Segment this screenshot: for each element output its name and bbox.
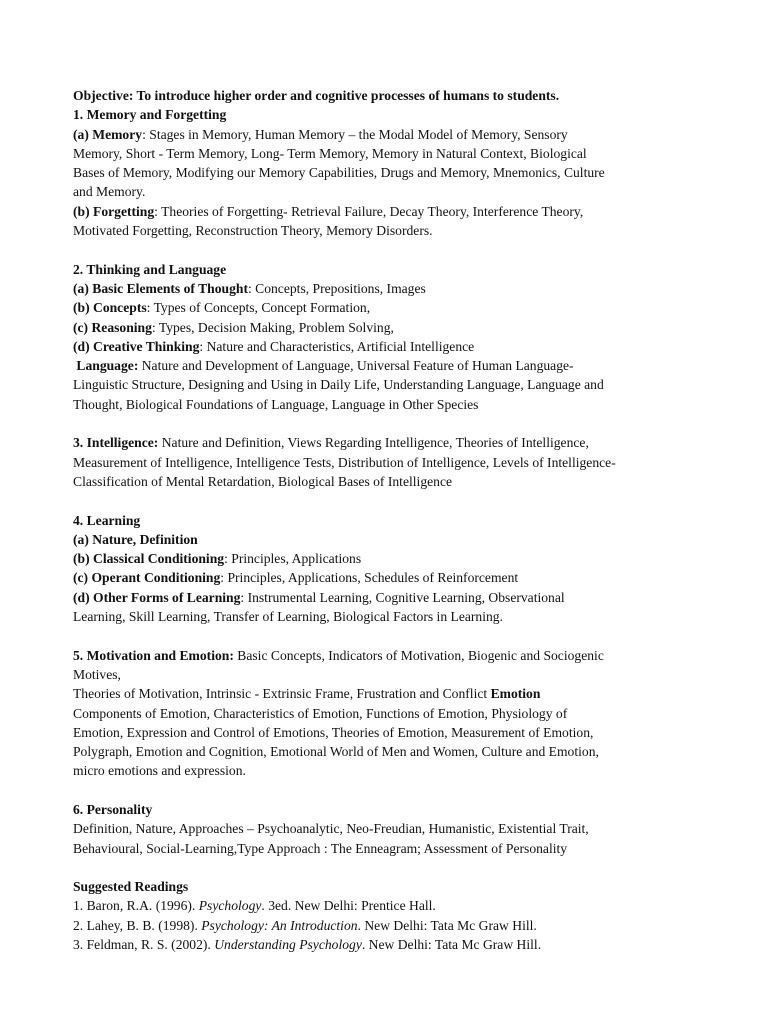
section-2b-line: (b) Concepts: Types of Concepts, Concept Formation,: [73, 300, 371, 316]
objective-line: [73, 86, 705, 105]
syllabus-document: [73, 86, 705, 954]
section-4d-line-1: (d) Other Forms of Learning: Instrumental Learning, Cognitive Learning, Observational: [73, 589, 565, 605]
language-line-2: Linguistic Structure, Designing and Using in Daily Life, Understanding Language, Language and: [73, 377, 604, 393]
section-1a-line-1: (a) Memory: Stages in Memory, Human Memory – the Modal Model of Memory, Sensory: [73, 126, 568, 142]
section-2d-line: (d) Creative Thinking: Nature and Characteristics, Artificial Intelligence: [73, 338, 475, 354]
spacer: [73, 491, 705, 510]
spacer: [73, 414, 705, 433]
section-5-line-1: 5. Motivation and Emotion: Basic Concepts, Indicators of Motivation, Biogenic and Sociogenic: [73, 647, 604, 663]
section-5-line-3: Theories of Motivation, Intrinsic - Extrinsic Frame, Frustration and Conflict Emotion: [73, 686, 541, 702]
section-4b-line: (b) Classical Conditioning: Principles, Applications: [73, 551, 362, 567]
spacer: [73, 626, 705, 645]
section-5-line-2: Motives,: [73, 666, 121, 682]
spacer: [73, 781, 705, 800]
language-label: Language:: [76, 358, 139, 374]
section-5-line-5: Emotion, Expression and Control of Emotions, Theories of Emotion, Measurement of Emotion,: [73, 724, 594, 740]
objective-text: Objective: To introduce higher order and cognitive processes of humans to students.: [73, 88, 560, 103]
section-1b-line-1: (b) Forgetting: Theories of Forgetting- Retrieval Failure, Decay Theory, Interference Theory,: [73, 203, 584, 219]
section-2a-line: (a) Basic Elements of Thought: Concepts, Prepositions, Images: [73, 280, 426, 296]
section-5-line-6: Polygraph, Emotion and Cognition, Emotional World of Men and Women, Culture and Emotion,: [73, 744, 599, 760]
reading-item: 3. Feldman, R. S. (2002). Understanding Psychology. New Delhi: Tata Mc Graw Hill.: [73, 937, 542, 953]
readings-heading: Suggested Readings: [73, 879, 189, 895]
memory-label: (a) Memory: [73, 126, 143, 142]
section-1a-line-4: and Memory.: [73, 184, 146, 200]
book-title: Understanding Psychology: [214, 937, 362, 953]
spacer: [73, 240, 705, 259]
section-2-heading: 2. Thinking and Language: [73, 261, 227, 277]
reading-item: 2. Lahey, B. B. (1998). Psychology: An Introduction. New Delhi: Tata Mc Graw Hill.: [73, 917, 537, 933]
motivation-label: 5. Motivation and Emotion:: [73, 647, 234, 663]
section-3-line-3: Classification of Mental Retardation, Biological Bases of Intelligence: [73, 473, 453, 489]
book-title: Psychology: [198, 898, 262, 914]
section-2c-line: (c) Reasoning: Types, Decision Making, Problem Solving,: [73, 319, 394, 335]
section-1-heading: 1. Memory and Forgetting: [73, 107, 227, 123]
book-title: Psychology: An Introduction: [201, 917, 358, 933]
section-3-line-1: 3. Intelligence: Nature and Definition, Views Regarding Intelligence, Theories of Intelligence,: [73, 435, 589, 451]
section-4c-line: (c) Operant Conditioning: Principles, Applications, Schedules of Reinforcement: [73, 570, 519, 586]
section-1a-line-2: Memory, Short - Term Memory, Long- Term Memory, Memory in Natural Context, Biological: [73, 145, 587, 161]
intelligence-label: 3. Intelligence:: [73, 435, 159, 451]
section-6-line-1: Definition, Nature, Approaches – Psychoanalytic, Neo-Freudian, Humanistic, Existential Trait,: [73, 821, 589, 837]
section-1b-line-2: Motivated Forgetting, Reconstruction Theory, Memory Disorders.: [73, 223, 433, 239]
forgetting-label: (b) Forgetting: [73, 203, 155, 219]
section-4d-line-2: Learning, Skill Learning, Transfer of Learning, Biological Factors in Learning.: [73, 609, 503, 625]
emotion-label: Emotion: [490, 686, 541, 702]
section-5-line-4: Components of Emotion, Characteristics of Emotion, Functions of Emotion, Physiology of: [73, 705, 568, 721]
section-1a-line-3: Bases of Memory, Modifying our Memory Capabilities, Drugs and Memory, Mnemonics, Culture: [73, 165, 605, 181]
spacer: [73, 858, 705, 877]
section-4a-line: (a) Nature, Definition: [73, 531, 198, 547]
section-4-heading: 4. Learning: [73, 512, 141, 528]
section-6-line-2: Behavioural, Social-Learning,Type Approach : The Enneagram; Assessment of Personality: [73, 840, 568, 856]
section-5-line-7: micro emotions and expression.: [73, 763, 246, 779]
language-line-1: Language: Nature and Development of Language, Universal Feature of Human Language-: [76, 358, 574, 374]
section-6-heading: 6. Personality: [73, 801, 153, 817]
reading-item: 1. Baron, R.A. (1996). Psychology. 3ed. New Delhi: Prentice Hall.: [73, 898, 436, 914]
language-line-3: Thought, Biological Foundations of Language, Language in Other Species: [73, 396, 479, 412]
section-3-line-2: Measurement of Intelligence, Intelligence Tests, Distribution of Intelligence, Levels of Intelligence-: [73, 454, 616, 470]
